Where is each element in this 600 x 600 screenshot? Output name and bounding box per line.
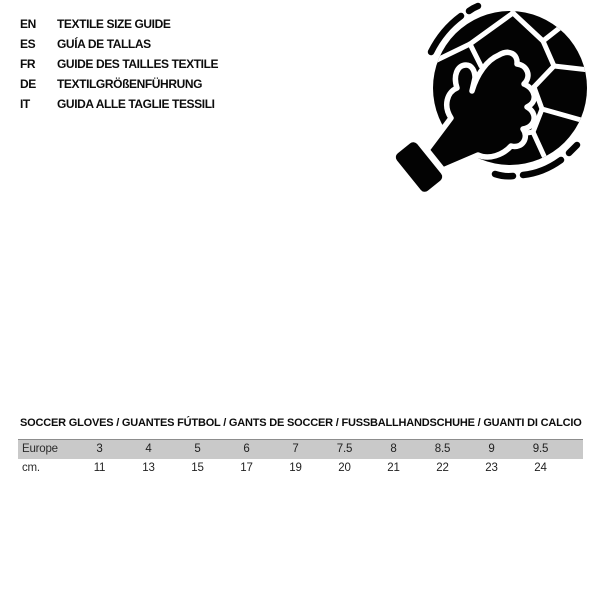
- table-cell: 5: [194, 443, 201, 455]
- language-list: [20, 14, 218, 114]
- table-cell: 21: [387, 462, 400, 474]
- table-cell: 24: [534, 462, 547, 474]
- table-cell: 7.5: [336, 443, 353, 455]
- language-code: FR: [20, 57, 36, 71]
- table-cell: 6: [243, 443, 250, 455]
- language-label: GUIDE DES TAILLES TEXTILE: [57, 57, 219, 71]
- table-cell: 15: [191, 462, 204, 474]
- table-cell: 22: [436, 462, 449, 474]
- language-code: IT: [20, 97, 30, 111]
- language-row-fr: [20, 54, 218, 74]
- row-label: cm.: [22, 462, 40, 474]
- table-cell: 23: [485, 462, 498, 474]
- glove-ball-icon: [393, 0, 598, 205]
- language-row-de: [20, 74, 218, 94]
- size-row-europe: [18, 439, 583, 459]
- table-cell: 19: [289, 462, 302, 474]
- table-cell: 20: [338, 462, 351, 474]
- table-cell: 4: [145, 443, 152, 455]
- language-row-es: [20, 34, 218, 54]
- table-cell: 8.5: [434, 443, 451, 455]
- language-code: EN: [20, 17, 36, 31]
- glove-ball-icon-svg: [393, 0, 598, 205]
- table-cell: 3: [96, 443, 103, 455]
- table-cell: 13: [142, 462, 155, 474]
- table-cell: 7: [292, 443, 299, 455]
- language-label: TEXTILE SIZE GUIDE: [57, 17, 171, 31]
- language-row-it: [20, 94, 218, 114]
- language-code: ES: [20, 37, 36, 51]
- language-label: TEXTILGRÖßENFÜHRUNG: [57, 77, 203, 91]
- language-row-en: [20, 14, 218, 34]
- table-cell: 9: [488, 443, 495, 455]
- size-row-cm: [18, 459, 583, 478]
- table-cell: 17: [240, 462, 253, 474]
- language-code: DE: [20, 77, 36, 91]
- table-cell: 8: [390, 443, 397, 455]
- row-label: Europe: [22, 443, 58, 455]
- language-label: GUIDA ALLE TAGLIE TESSILI: [57, 97, 215, 111]
- size-table-title: SOCCER GLOVES / GUANTES FÚTBOL / GANTS DE SOCCER / FUSSBALLHANDSCHUHE / GUANTI DI CALCIO: [20, 417, 582, 429]
- table-cell: 11: [93, 462, 106, 474]
- table-cell: 9.5: [532, 443, 549, 455]
- language-label: GUÍA DE TALLAS: [57, 37, 151, 51]
- size-table: [18, 439, 583, 478]
